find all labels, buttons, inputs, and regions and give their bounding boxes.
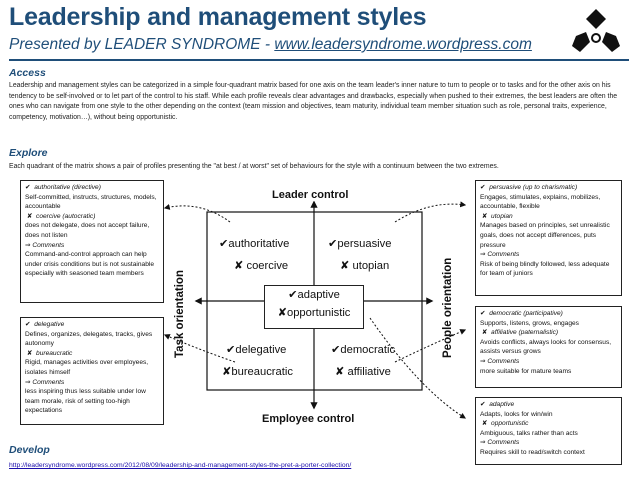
worst-icon: ✘ <box>481 329 488 337</box>
best-icon: ✔ <box>480 310 486 317</box>
worst-icon: ✘ <box>481 212 488 220</box>
worst-icon: ✘ <box>335 366 345 378</box>
worst-icon: ✘ <box>481 420 488 428</box>
arrow-icon: ⇒ <box>25 241 31 249</box>
article-link[interactable]: http://leadersyndrome.wordpress.com/2012/08/09/leadership-and-management-styles-the-pret-a-porter-collection/ <box>9 462 352 469</box>
connector-democratic <box>395 330 465 362</box>
quadrant-affiliative: ✘ affiliative <box>335 366 391 378</box>
worst-icon: ✘ <box>277 307 287 319</box>
best-icon: ✔ <box>480 401 486 408</box>
box-authoritative: ✔ authoritative (directive) Self-committed, instructs, structures, models, accountable ✘ coercive (autocratic) does not delegate, does not accept failure, does not listen ⇒ Comments Command-and-control approach can help under crisis conditions but is not sustainable especially with seasoned team members <box>20 180 164 303</box>
arrow-icon: ⇒ <box>480 357 486 365</box>
explore-heading: Explore <box>9 147 48 159</box>
explore-text: Each quadrant of the matrix shows a pair of profiles presenting the "at best / at worst" set of behaviours for the style with a continuum between the two extremes. <box>9 163 499 170</box>
subtitle-link[interactable]: www.leadersyndrome.wordpress.com <box>274 36 532 53</box>
connector-persuasive <box>395 204 465 222</box>
worst-icon: ✘ <box>26 349 33 357</box>
center-adaptive-box <box>264 285 364 329</box>
quadrant-delegative: ✔delegative <box>226 344 287 356</box>
quadrant-authoritative: ✔authoritative <box>219 238 290 250</box>
box-persuasive: ✔ persuasive (up to charismatic) Engages, stimulates, explains, mobilizes, accountable, flexible ✘ utopian Manages based on principles, set unrealistic goals, does not accept differences, puts pressure ⇒ Comments Risk of being blindly followed, less adequate for team of juniors <box>475 180 622 296</box>
access-text: Leadership and management styles can be categorized in a simple four-quadrant matrix based for one axis on the team leader's inner nature to turn to people or to tasks and for the other axis on his tendency to be self-involved or to let part of the control to his staff. While each profile reveals clear advantages and drawbacks, especially when pushed to their extremes, the best leaders are often the ones who can navigate from one style to the other depending on the context (team mission and objectives, team maturity, individual team member situation such as role, personal traits, experience, competency, motivation…), without being opportunistic. <box>9 82 618 121</box>
task-orientation-label: Task orientation <box>174 270 186 358</box>
quadrant-democratic: ✔democratic <box>331 344 396 356</box>
best-icon: ✔ <box>25 184 31 191</box>
best-icon: ✔ <box>480 184 486 191</box>
worst-icon: ✘ <box>340 260 350 272</box>
best-icon: ✔ <box>331 344 341 356</box>
page-title: Leadership and management styles <box>9 3 427 31</box>
access-heading: Access <box>9 67 46 79</box>
box-adaptive: ✔ adaptive Adapts, looks for win/win ✘ opportunistic Ambiguous, talks rather than acts ⇒ Comments Requires skill to read/switch context <box>475 397 622 465</box>
box-delegative: ✔ delegative Defines, organizes, delegates, tracks, gives autonomy ✘ bureaucratic Rigid, manages activities over employees, isolates himself ⇒ Comments less inspiring thus less suitable under low team morale, risk of setting too-high expectations <box>20 317 164 425</box>
worst-icon: ✘ <box>26 212 33 220</box>
quadrant-bureaucratic: ✘bureaucratic <box>222 366 293 378</box>
worst-icon: ✘ <box>222 366 232 378</box>
quadrant-utopian: ✘ utopian <box>340 260 390 272</box>
best-icon: ✔ <box>25 321 31 328</box>
leader-control-label: Leader control <box>272 189 349 201</box>
develop-heading: Develop <box>9 444 50 456</box>
quadrant-coercive: ✘ coercive <box>234 260 289 272</box>
subtitle-prefix: Presented by LEADER SYNDROME - <box>9 36 275 53</box>
box-democratic: ✔ democratic (participative) Supports, listens, grows, engages ✘ affiliative (paternalistic) Avoids conflicts, always looks for consensus, assists versus grows ⇒ Comments more suitable for mature teams <box>475 306 622 388</box>
best-icon: ✔ <box>288 289 298 301</box>
connector-authoritative <box>165 206 230 222</box>
quadrant-persuasive: ✔persuasive <box>328 238 392 250</box>
arrow-icon: ⇒ <box>25 378 31 386</box>
employee-control-label: Employee control <box>262 413 355 425</box>
best-icon: ✔ <box>328 238 338 250</box>
arrow-icon: ⇒ <box>480 439 486 447</box>
worst-icon: ✘ <box>234 260 244 272</box>
best-icon: ✔ <box>219 238 229 250</box>
quadrant-opportunistic: ✘opportunistic <box>277 307 351 319</box>
people-orientation-label: People orientation <box>442 257 454 358</box>
best-icon: ✔ <box>226 344 236 356</box>
arrow-icon: ⇒ <box>480 251 486 259</box>
quadrant-adaptive: ✔adaptive <box>288 289 340 301</box>
